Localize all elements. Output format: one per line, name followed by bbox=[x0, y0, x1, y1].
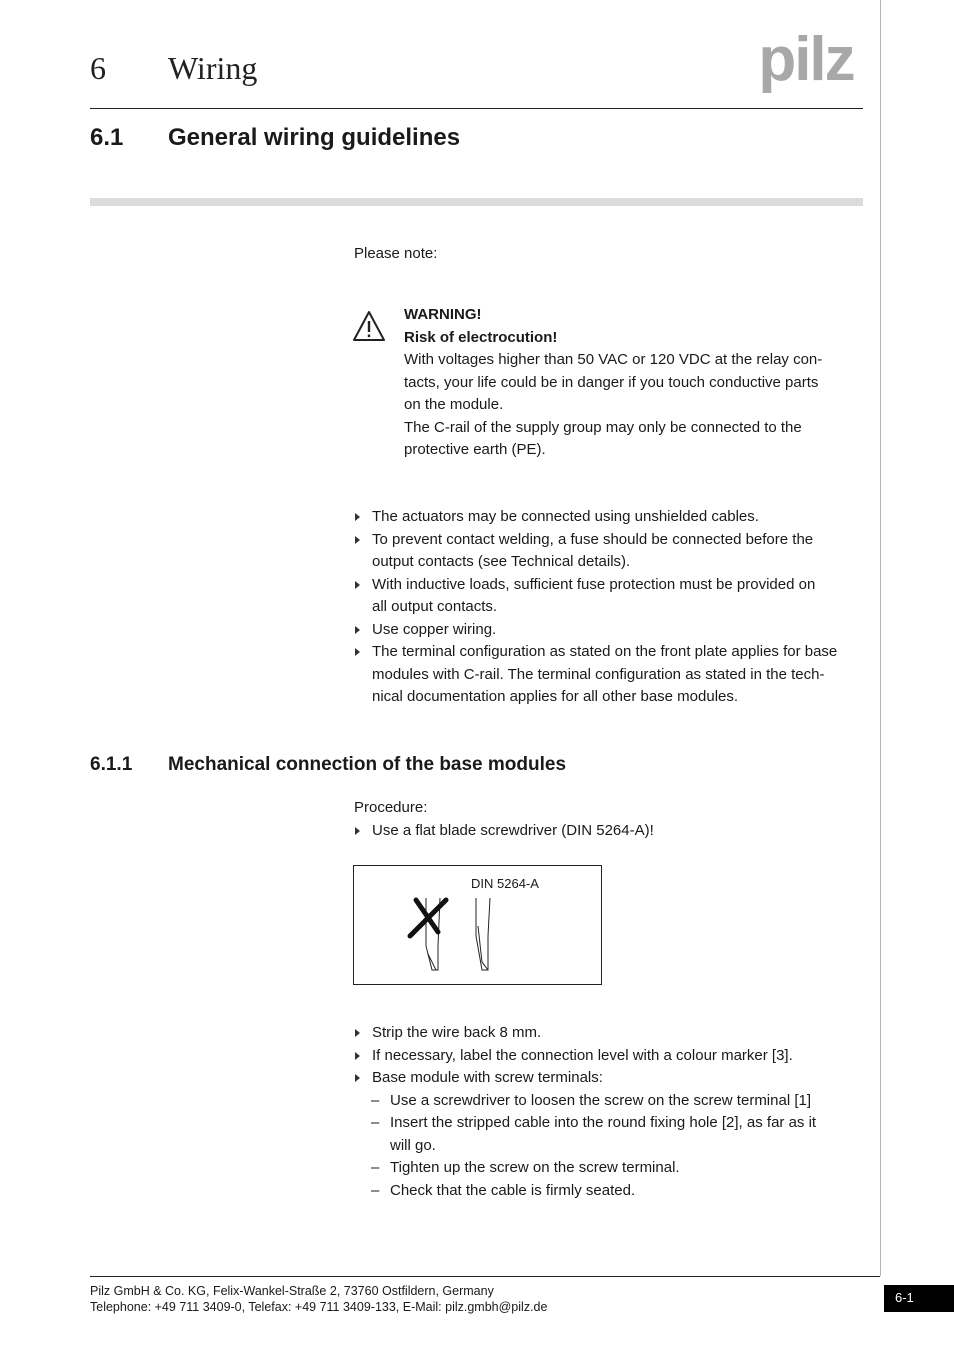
procedure-label: Procedure: bbox=[354, 799, 428, 816]
list-item: – Insert the stripped cable into the round fixing hole [2], as far as it will go. bbox=[371, 1114, 817, 1154]
warning-text-line: With voltages higher than 50 VAC or 120 VDC at the relay con- bbox=[404, 351, 823, 368]
bullet-triangle-icon bbox=[355, 626, 360, 634]
warning-text-line: The C-rail of the supply group may only be connected to the bbox=[404, 418, 802, 436]
cross-mark-icon bbox=[410, 900, 446, 936]
bullet-triangle-icon bbox=[355, 1052, 360, 1060]
list-item: – Check that the cable is firmly seated. bbox=[371, 1181, 636, 1199]
steps-list bbox=[354, 1022, 864, 1090]
warning-block bbox=[404, 304, 864, 462]
bullet-triangle-icon bbox=[355, 827, 360, 835]
footer-address: Pilz GmbH & Co. KG, Felix-Wankel-Straße 2, 73760 Ostfildern, Germany bbox=[90, 1284, 494, 1298]
page-margin-rule bbox=[880, 0, 881, 1276]
list-item: Strip the wire back 8 mm. bbox=[354, 1022, 864, 1045]
warning-text-line: on the module. bbox=[404, 396, 504, 413]
bullet-triangle-icon bbox=[355, 581, 360, 589]
warning-text-line: protective earth (PE). bbox=[404, 441, 546, 458]
bullet-triangle-icon bbox=[355, 1074, 360, 1082]
list-item: Use a flat blade screwdriver (DIN 5264-A)! bbox=[354, 820, 864, 843]
list-item: – Tighten up the screw on the screw terminal. bbox=[371, 1159, 680, 1176]
footer-rule bbox=[90, 1276, 880, 1277]
section-divider-bar bbox=[90, 198, 863, 206]
list-item: The terminal configuration as stated on the front plate applies for base modules with C-rail. The terminal configuration as stated in the tech- nical documentation applies for all other base modules. bbox=[354, 641, 864, 709]
footer bbox=[90, 1283, 547, 1315]
list-item: The actuators may be connected using unshielded cables. bbox=[354, 506, 864, 529]
subsection-number: 6.1.1 bbox=[90, 754, 133, 775]
section-number: 6.1 bbox=[90, 124, 124, 151]
logo-text: pilz bbox=[758, 28, 854, 94]
list-item: – Use a screwdriver to loosen the screw on the screw terminal [1] bbox=[371, 1091, 812, 1109]
subsection-title: Mechanical connection of the base modules bbox=[168, 754, 567, 775]
warning-heading: WARNING! bbox=[404, 306, 482, 323]
bullet-triangle-icon bbox=[355, 536, 360, 544]
procedure-steps bbox=[354, 1022, 864, 1202]
pilz-logo bbox=[746, 28, 866, 96]
note-label: Please note: bbox=[354, 245, 438, 262]
warning-text-line: tacts, your life could be in danger if you touch conductive parts bbox=[404, 373, 819, 391]
warning-subheading: Risk of electrocution! bbox=[404, 328, 558, 346]
bullet-triangle-icon bbox=[355, 513, 360, 521]
list-item: To prevent contact welding, a fuse should be connected before the output contacts (see Technical details). bbox=[354, 529, 864, 574]
page-number: 6-1 bbox=[895, 1290, 914, 1305]
section-title: General wiring guidelines bbox=[168, 124, 461, 151]
footer-contact: Telephone: +49 711 3409-0, Telefax: +49 711 3409-133, E-Mail: pilz.gmbh@pilz.de bbox=[90, 1300, 548, 1314]
list-item: Use copper wiring. bbox=[354, 619, 864, 642]
procedure-step-list bbox=[354, 820, 864, 843]
warning-triangle-icon bbox=[352, 310, 386, 342]
header-rule bbox=[90, 108, 863, 109]
substeps-list bbox=[354, 1090, 864, 1203]
screwdriver-figure bbox=[353, 865, 602, 985]
figure-label: DIN 5264-A bbox=[471, 876, 539, 891]
chapter-number: 6 bbox=[90, 50, 106, 86]
flat-blade-screwdriver-icon bbox=[476, 898, 490, 970]
chapter-title: Wiring bbox=[168, 50, 258, 86]
bullet-triangle-icon bbox=[355, 1029, 360, 1037]
page-number-box bbox=[884, 1285, 954, 1312]
bullet-triangle-icon bbox=[355, 648, 360, 656]
list-item: With inductive loads, sufficient fuse protection must be provided on all output contacts. bbox=[354, 574, 864, 619]
guidelines-list bbox=[354, 506, 864, 709]
list-item: Base module with screw terminals: bbox=[354, 1067, 864, 1090]
list-item: If necessary, label the connection level with a colour marker [3]. bbox=[354, 1045, 864, 1068]
